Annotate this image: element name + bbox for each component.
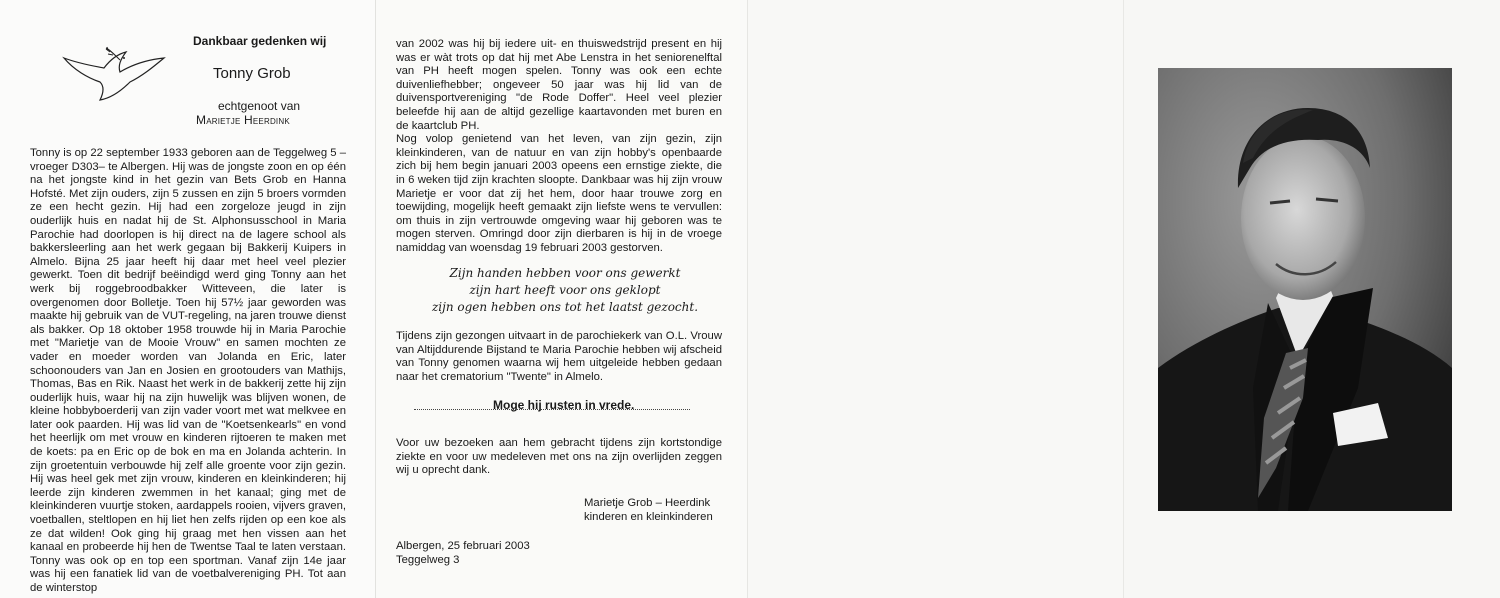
spouse-name: Marietje Heerdink	[196, 113, 290, 127]
portrait-photo	[1158, 68, 1452, 511]
poem-line: zijn hart heeft voor ons geklopt	[469, 283, 661, 297]
intro-text: Dankbaar gedenken wij	[193, 34, 327, 48]
signature-family: kinderen en kleinkinderen	[584, 511, 713, 523]
dotted-divider	[414, 409, 690, 410]
place-date: Albergen, 25 februari 2003	[396, 540, 530, 552]
spouse-label: echtgenoot van	[218, 99, 301, 113]
address: Teggelweg 3	[396, 554, 460, 566]
continuation-text: van 2002 was hij bij iedere uit- en thuiswedstrijd present en hij was er wàt trots op dat hij met Abe Lenstra in het seniorenelftal van PH heeft mogen spelen. Tonny was ook een echte duivenliefhebber; ongeveer 50 jaar was hij lid van de duivensportvereniging "de Rode Doffer". Heel veel plezier beleefde hij aan de altijd gezellige kaartavonden met buren en de kaartclub PH. Nog volop genietend van het leven, van zijn gezin, zijn kleinkinderen, van de natuur en van zijn hobby's openbaarde zich bij hem begin januari 2003 opeens een ernstige ziekte, die in 6 weken tijd zijn krachten sloopte. Dankbaar was hij zijn vrouw Marietje er voor dat zij het hem, door haar trouwe zorg en toewijding, mogelijk heeft gemaakt zijn liefste wens te vervullen: om thuis in zijn vertrouwde omgeving waar hij geboren was te mogen sterven. Omringd door zijn dierbaren is hij in de vroege namiddag van woensdag 19 februari 2003 gestorven.	[396, 38, 722, 254]
panel-biography	[0, 0, 376, 598]
deceased-name: Tonny Grob	[213, 65, 291, 82]
biography-text: Tonny is op 22 september 1933 geboren aan de Teggelweg 5 –vroeger D303– te Albergen. Hij was de jongste zoon en op één na het jongste kind in het gezin van Bets Grob en Hanna Hofsté. Met zijn ouders, zijn 5 zussen en zijn 5 broers vormden ze een hecht gezin. Hij had een zorgeloze jeugd in zijn ouderlijk huis en nadat hij de St. Alphonsusschool in Maria Parochie had doorlopen is hij direct na de lagere school als bakkersleerling aan het werk gegaan bij Bakkerij Kuipers in Almelo. Bijna 25 jaar heeft hij daar met heel veel plezier gewerkt. Toen dit bedrijf beëindigd werd ging Tonny aan het werk bij roggebroodbakker Witteveen, die later is overgenomen door Bolletje. Toen hij 57½ jaar geworden was maakte hij gebruik van de VUT-regeling, na jaren trouwe dienst als bakker. Op 18 oktober 1958 trouwde hij in Maria Parochie met "Marietje van de Mooie Vrouw" en samen mochten ze vader en moeder worden van Jolanda en Eric, later schoonouders van Jan en Josien en grootouders van Mathijs, Thomas, Bas en Rik. Naast het werk in de bakkerij zette hij zijn ouderlijk huis, waar hij na zijn huwelijk was blijven wonen, de kleine hobbyboerderij van zijn vader voort met wat melkvee en later ook paarden. Hij was lid van de "Koetsenkearls" en vond het heerlijk om met vrouw en kinderen rijtoeren te maken met de koets: pa en Eric op de bok en ma en Jolanda achterin. In zijn groetentuin verbouwde hij zelf alle groente voor zijn gezin. Hij was heel gek met zijn vrouw, kinderen en kleinkinderen; hij leerde zijn kinderen zwemmen in het kanaal; ging met de kleinkinderen vuurtje stoken, aardappels rooien, vijvers graven, voetballen, steltlopen en hij liet hen zelfs rijden op een koe als ze dat wilden! Ook ging hij graag met hen vissen aan het kanaal en probeerde hij hen de Twentse Taal te laten verstaan. Tonny was ook op en top een sportman. Vanaf zijn 14e jaar was hij een fanatiek lid van de voetbalvereniging PH. Tot aan de winterstop	[30, 147, 346, 594]
poem-line: Zijn handen hebben voor ons gewerkt	[449, 266, 681, 280]
rest-in-peace: Moge hij rusten in vrede.	[493, 398, 635, 412]
poem-line: zijn ogen hebben ons tot het laatst gezocht.	[431, 300, 699, 314]
poem	[420, 265, 710, 316]
panel-blank	[748, 0, 1124, 598]
dove-icon	[60, 46, 172, 104]
thanks-text: Voor uw bezoeken aan hem gebracht tijdens zijn kortstondige ziekte en voor uw medeleven met ons na zijn overlijden zeggen wij u oprecht dank.	[396, 437, 722, 477]
signature-name: Marietje Grob – Heerdink	[584, 497, 711, 509]
funeral-text: Tijdens zijn gezongen uitvaart in de parochiekerk van O.L. Vrouw van Altijddurende Bijstand te Maria Parochie hebben wij afscheid van Tonny genomen waarna wij hem uitgeleide hebben gedaan naar het crematorium "Twente" in Almelo.	[396, 330, 722, 383]
